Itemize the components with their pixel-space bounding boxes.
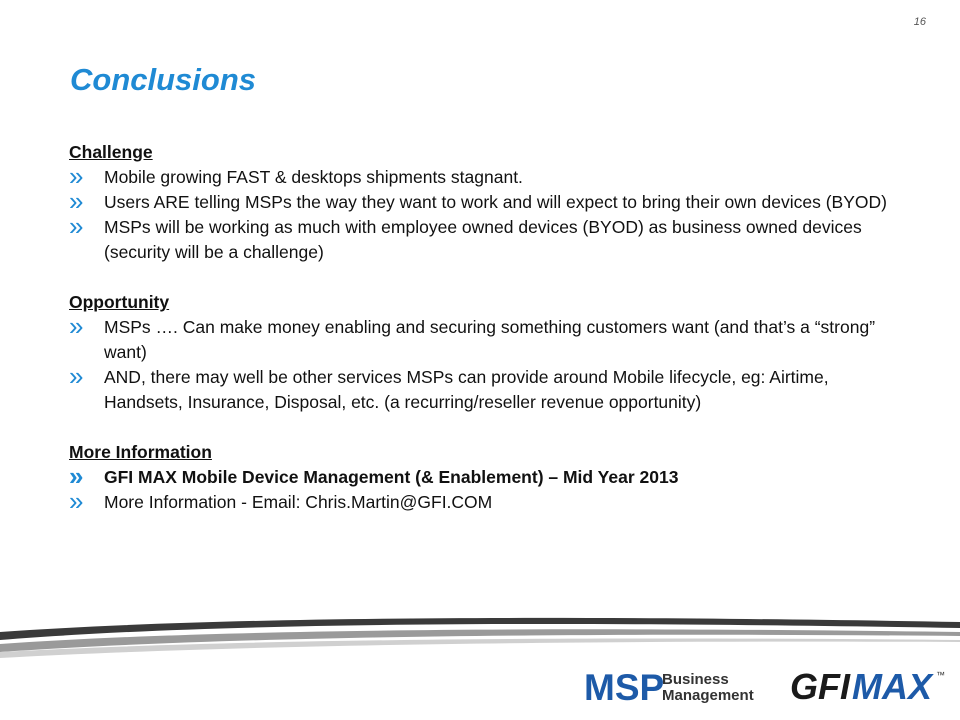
bullet-item — [69, 311, 899, 365]
slide-title: Conclusions — [70, 62, 257, 97]
bullet-item — [69, 161, 899, 191]
bullet-text: Users ARE telling MSPs the way they want to work and will expect to bring their own devices (BYOD) — [104, 192, 887, 212]
bullet-text: More Information - Email: Chris.Martin@GFI.COM — [104, 492, 493, 512]
logo-gfi-tm: ™ — [936, 670, 945, 680]
section-heading-challenge: Challenge — [69, 142, 153, 162]
section-more-information — [69, 440, 899, 515]
chevron-bullet-icon: » — [69, 211, 84, 241]
slide-body — [69, 140, 899, 540]
bullet-item — [69, 186, 899, 216]
chevron-bullet-icon: » — [69, 486, 84, 516]
chevron-bullet-icon: » — [69, 186, 84, 216]
bullet-text: MSPs …. Can make money enabling and securing something customers want (and that’s a “strong” want) — [104, 317, 876, 362]
bullet-text: MSPs will be working as much with employee owned devices (BYOD) as business owned devices (security will be a challenge) — [104, 217, 862, 262]
msp-business-management-logo — [584, 666, 774, 706]
bullet-item — [69, 486, 899, 516]
logo-msp-main: MSP — [584, 667, 665, 706]
chevron-bullet-icon: » — [69, 461, 84, 491]
bullet-text: AND, there may well be other services MSPs can provide around Mobile lifecycle, eg: Airtime, Handsets, Insurance, Disposal, etc. (a recurring/reseller revenue opportunity) — [104, 367, 829, 412]
section-heading-opportunity: Opportunity — [69, 292, 170, 312]
logo-msp-line2: Management — [662, 687, 754, 704]
bullet-text: GFI MAX Mobile Device Management (& Enablement) – Mid Year 2013 — [104, 467, 679, 487]
section-challenge — [69, 140, 899, 265]
logo-gfi-main: GFI — [790, 666, 850, 706]
logo-msp-line1: Business — [662, 671, 729, 688]
section-opportunity — [69, 290, 899, 415]
chevron-bullet-icon: » — [69, 161, 84, 191]
gfi-max-logo — [790, 666, 950, 706]
bullet-item — [69, 461, 899, 491]
section-heading-more-information: More Information — [69, 442, 212, 462]
decorative-swoosh — [0, 600, 960, 660]
page-number: 16 — [913, 16, 926, 28]
chevron-bullet-icon: » — [69, 361, 84, 391]
bullet-item — [69, 361, 899, 415]
bullet-item — [69, 211, 899, 265]
bullet-text: Mobile growing FAST & desktops shipments stagnant. — [104, 167, 523, 187]
logo-gfi-max: MAX — [852, 666, 932, 706]
chevron-bullet-icon: » — [69, 311, 84, 341]
